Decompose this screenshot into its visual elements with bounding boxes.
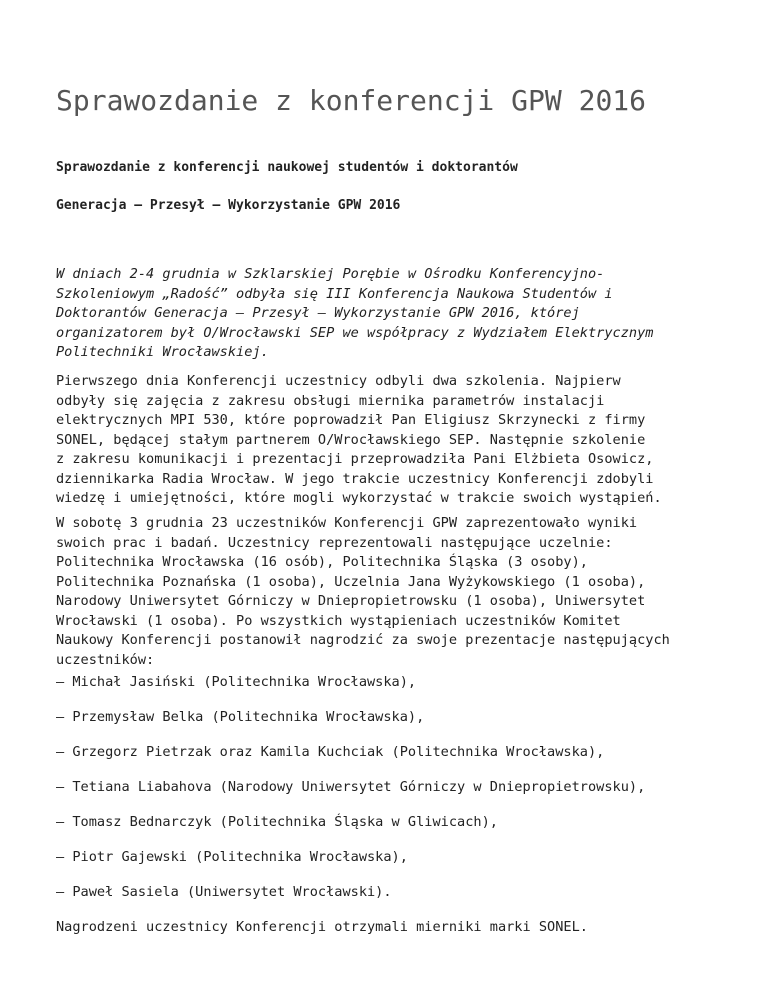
text-line: elektrycznych MPI 530, które poprowadził Pan Eligiusz Skrzynecki z firmy (56, 412, 646, 428)
text-line: W sobotę 3 grudnia 23 uczestników Konferencji GPW zaprezentowało wyniki (56, 515, 638, 531)
awardee-item: – Tetiana Liabahova (Narodowy Uniwersytet Górniczy w Dniepropietrowsku), (56, 779, 646, 795)
closing-paragraph: Nagrodzeni uczestnicy Konferencji otrzymali mierniki marki SONEL. (56, 919, 588, 935)
awardee-item: – Michał Jasiński (Politechnika Wrocławska), (56, 674, 417, 690)
subtitle-gpw: Generacja – Przesył – Wykorzystanie GPW 2016 (56, 198, 401, 213)
text-line: Szkoleniowym „Radość” odbyła się III Konferencja Naukowa Studentów i (56, 285, 613, 302)
text-line: Doktorantów Generacja – Przesył – Wykorzystanie GPW 2016, której (56, 305, 580, 321)
text-line: z zakresu komunikacji i prezentacji przeprowadziła Pani Elżbieta Osowicz, (56, 451, 654, 467)
text-line: wiedzę i umiejętności, które mogli wykorzystać w trakcie swoich wystąpień. (56, 490, 662, 506)
text-line: swoich prac i badań. Uczestnicy reprezentowali następujące uczelnie: (56, 534, 613, 551)
text-line: Narodowy Uniwersytet Górniczy w Dniepropietrowsku (1 osoba), Uniwersytet (56, 593, 646, 609)
text-line: Naukowy Konferencji postanowił nagrodzić za swoje prezentacje następujących (56, 632, 670, 648)
training-paragraph (56, 372, 662, 509)
awardee-item: – Grzegorz Pietrzak oraz Kamila Kuchciak (Politechnika Wrocławska), (56, 744, 605, 760)
text-line: Politechniki Wrocławskiej. (56, 344, 269, 360)
presentations-paragraph (56, 514, 670, 670)
text-line: SONEL, będącej stałym partnerem O/Wrocławskiego SEP. Następnie szkolenie (56, 431, 646, 448)
text-line: Politechnika Poznańska (1 osoba), Uczelnia Jana Wyżykowskiego (1 osoba), (56, 573, 646, 590)
text-line: Wrocławski (1 osoba). Po wszystkich wystąpieniach uczestników Komitet (56, 612, 621, 629)
awardee-item: – Piotr Gajewski (Politechnika Wrocławska), (56, 849, 408, 865)
text-line: Politechnika Wrocławska (16 osób), Politechnika Śląska (3 osoby), (56, 554, 588, 570)
text-line: W dniach 2-4 grudnia w Szklarskiej Porębie w Ośrodku Konferencyjno- (56, 266, 605, 282)
text-line: organizatorem był O/Wrocławski SEP we współpracy z Wydziałem Elektrycznym (56, 324, 654, 341)
text-line: dziennikarka Radia Wrocław. W jego trakcie uczestnicy Konferencji zdobyli (56, 470, 654, 487)
subtitle-conference: Sprawozdanie z konferencji naukowej studentów i doktorantów (56, 160, 518, 175)
text-line: Pierwszego dnia Konferencji uczestnicy odbyli dwa szkolenia. Najpierw (56, 373, 621, 389)
page-title: Sprawozdanie z konferencji GPW 2016 (56, 84, 647, 117)
awardee-item: – Przemysław Belka (Politechnika Wrocławska), (56, 709, 425, 725)
awardee-item: – Paweł Sasiela (Uniwersytet Wrocławski). (56, 884, 392, 900)
text-line: odbyły się zajęcia z zakresu obsługi miernika parametrów instalacji (56, 392, 605, 409)
text-line: uczestników: (56, 651, 155, 668)
awardee-item: – Tomasz Bednarczyk (Politechnika Śląska w Gliwicach), (56, 814, 498, 830)
intro-paragraph (56, 265, 653, 363)
